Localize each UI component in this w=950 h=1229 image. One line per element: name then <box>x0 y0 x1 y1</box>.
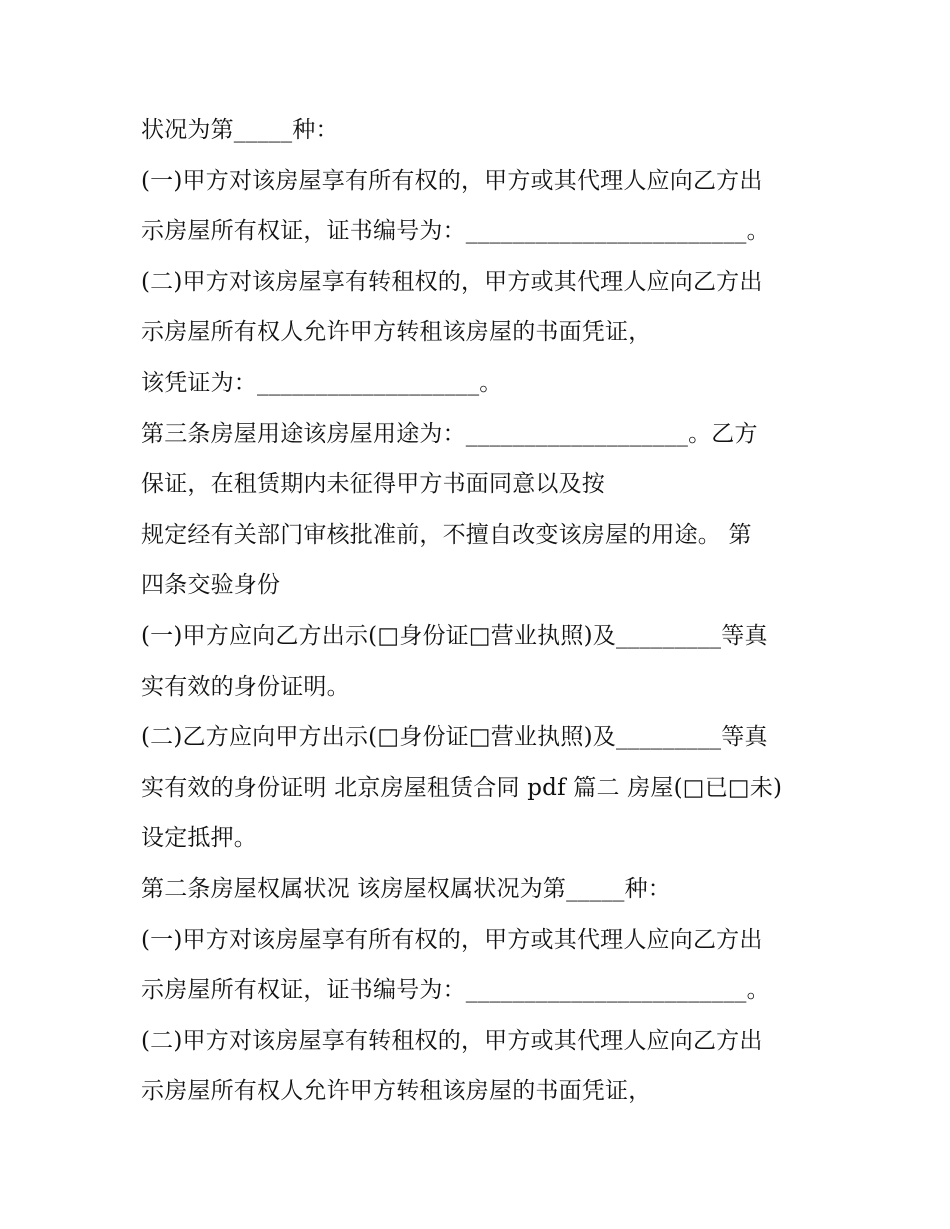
text-line: 保证，在租赁期内未征得甲方书面同意以及按 <box>141 471 605 498</box>
text-line: 示房屋所有权人允许甲方转租该房屋的书面凭证， <box>141 319 652 346</box>
text-line: 示房屋所有权人允许甲方转租该房屋的书面凭证， <box>141 1078 652 1105</box>
text-line: (一)甲方对该房屋享有所有权的，甲方或其代理人应向乙方出 <box>141 926 763 953</box>
text-line: (一)甲方应向乙方出示(□身份证□营业执照)及_________等真 <box>141 622 768 649</box>
text-line: 四条交验身份 <box>141 572 281 599</box>
text-line: 第二条房屋权属状况 该房屋权属状况为第_____种： <box>141 875 672 902</box>
text-line: 实有效的身份证明 北京房屋租赁合同 pdf 篇二 房屋(□已□未) <box>141 774 783 801</box>
document-body <box>141 110 821 1122</box>
text-line: 第三条房屋用途该房屋用途为：___________________。乙方 <box>141 420 758 447</box>
text-line: (一)甲方对该房屋享有所有权的，甲方或其代理人应向乙方出 <box>141 167 763 194</box>
text-line: 规定经有关部门审核批准前，不擅自改变该房屋的用途。 第 <box>141 521 752 548</box>
text-line: 实有效的身份证明。 <box>141 673 350 700</box>
text-line: 该凭证为：___________________。 <box>141 369 503 396</box>
text-line: 示房屋所有权证，证书编号为：________________________。 <box>141 218 770 245</box>
text-line: (二)乙方应向甲方出示(□身份证□营业执照)及_________等真 <box>141 724 768 751</box>
text-line: (二)甲方对该房屋享有转租权的，甲方或其代理人应向乙方出 <box>141 1027 763 1054</box>
text-line: 示房屋所有权证，证书编号为：________________________。 <box>141 977 770 1004</box>
text-line: (二)甲方对该房屋享有转租权的，甲方或其代理人应向乙方出 <box>141 268 763 295</box>
text-line: 设定抵押。 <box>141 825 257 852</box>
text-line: 状况为第_____种： <box>141 117 339 143</box>
